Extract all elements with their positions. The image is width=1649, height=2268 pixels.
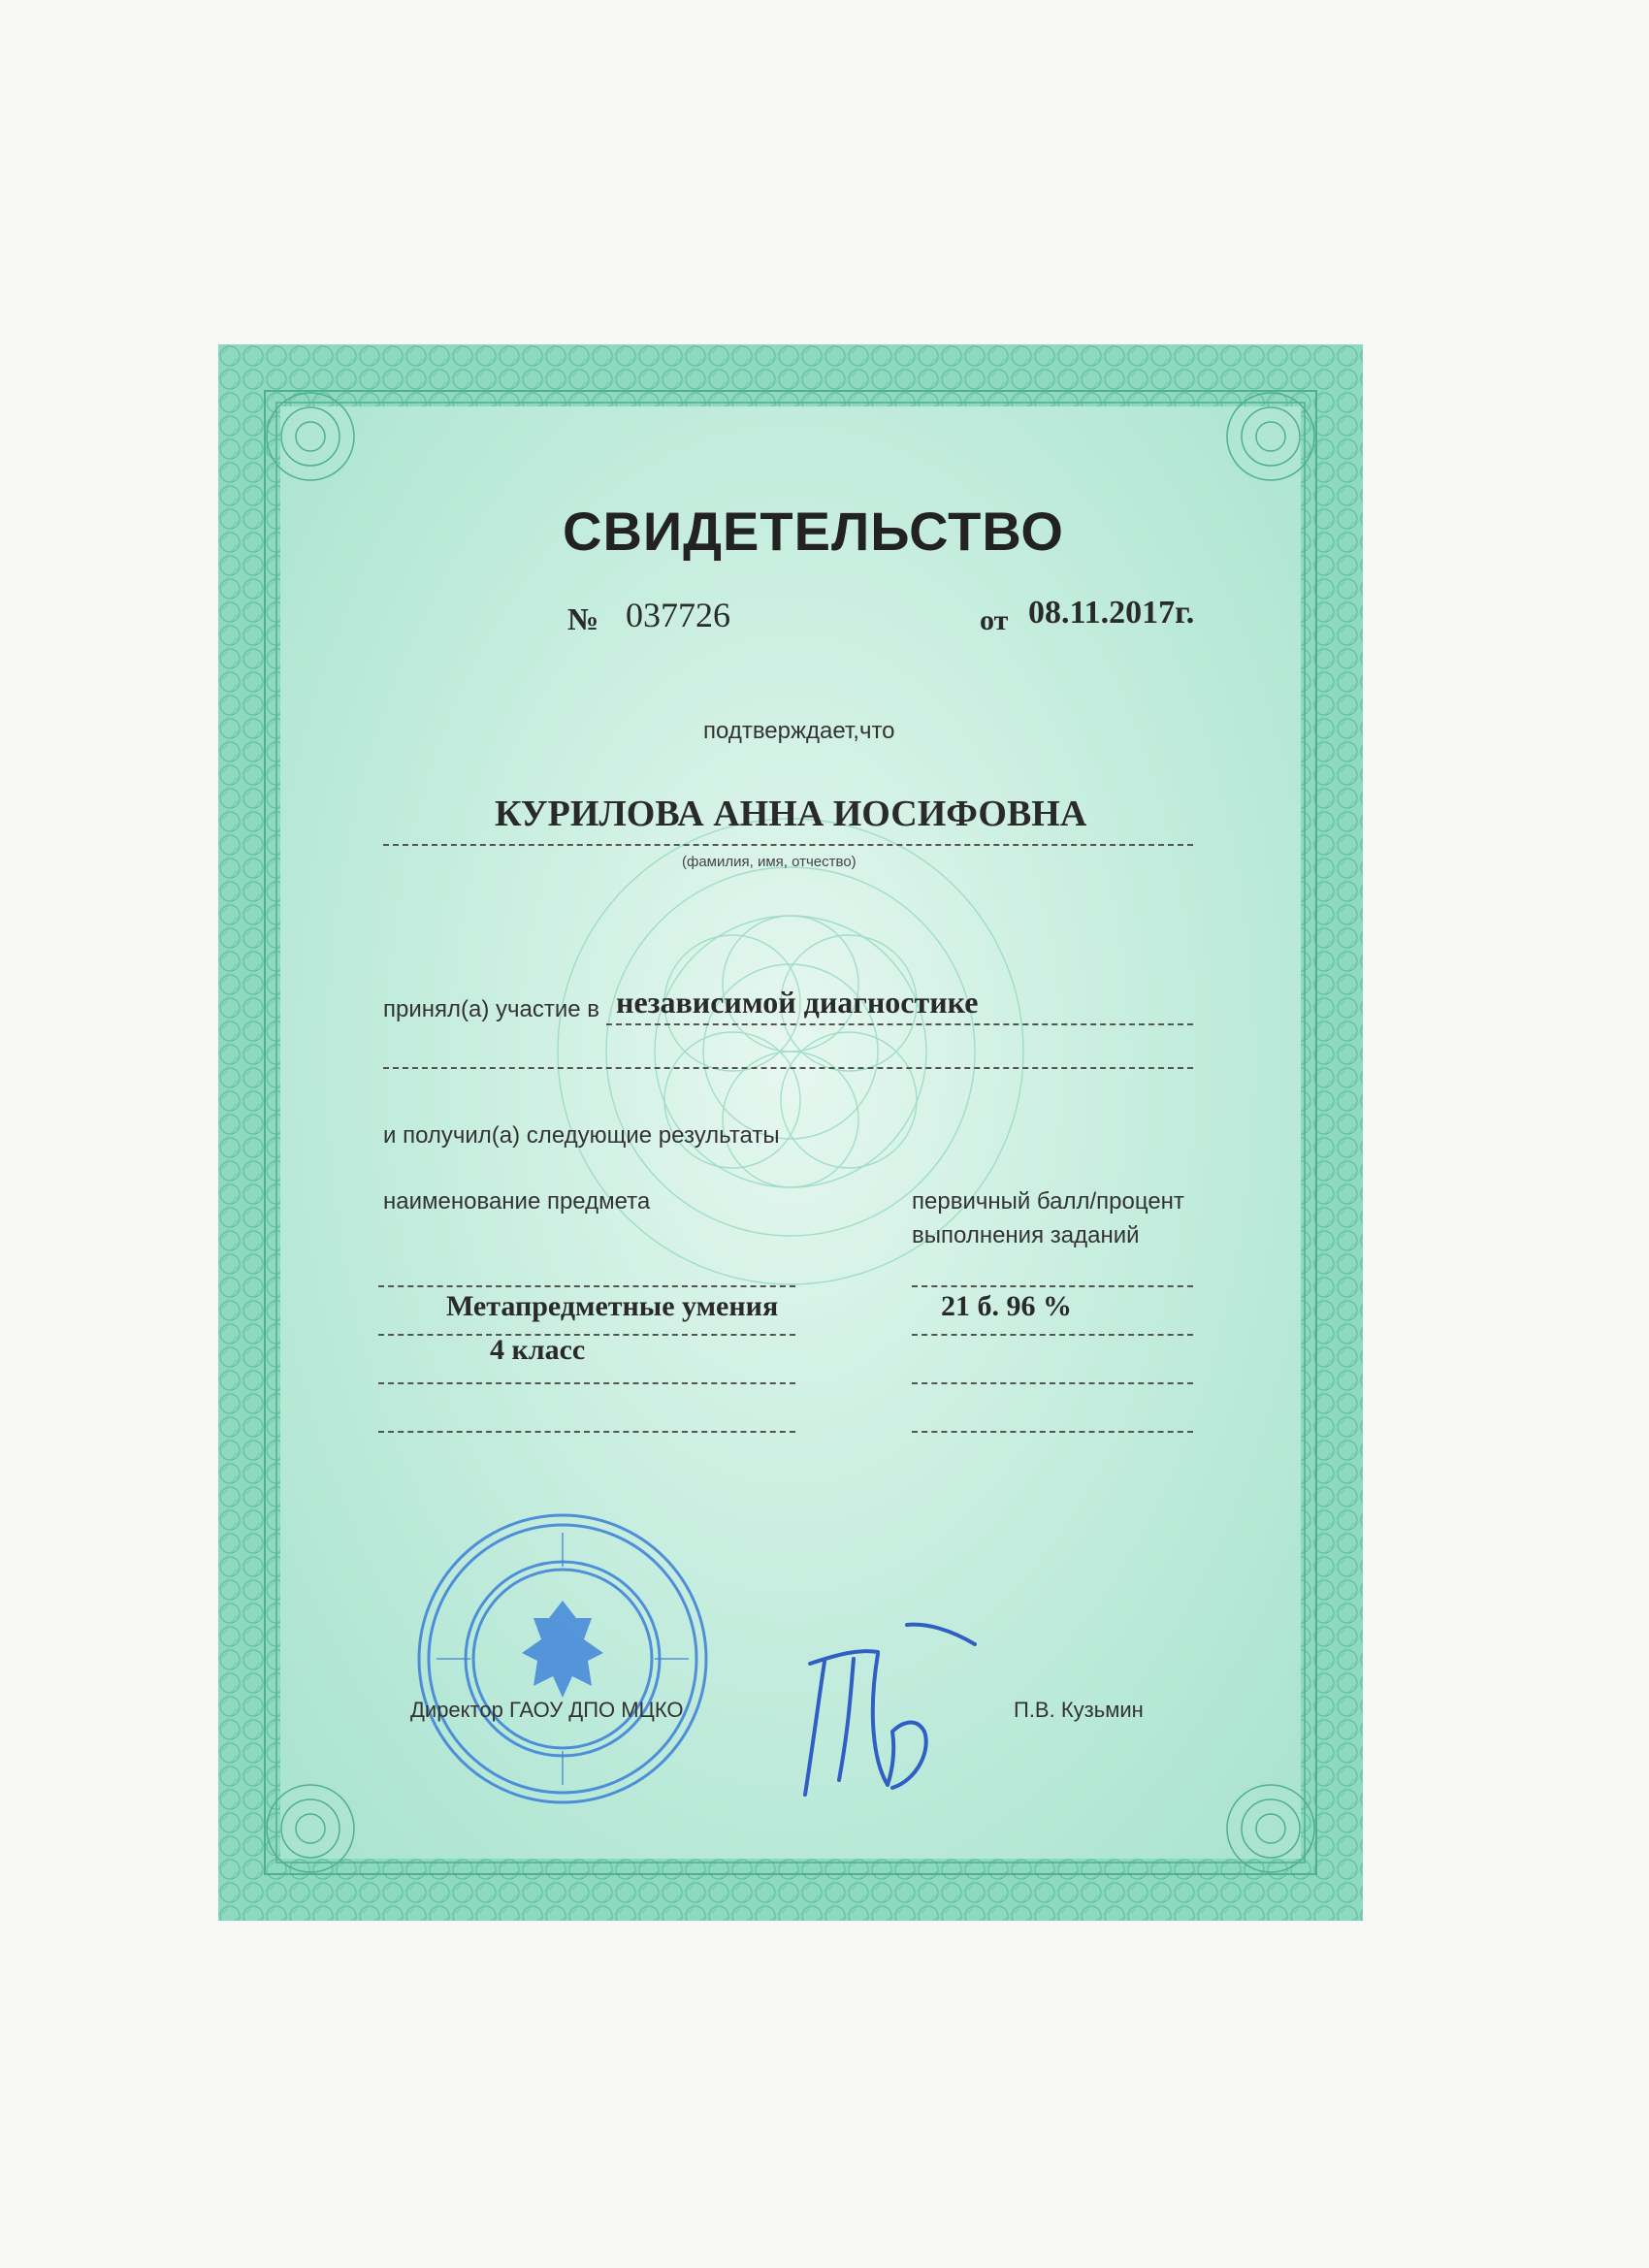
subject-grade: 4 класс (490, 1334, 586, 1366)
subject-line-1 (378, 1285, 795, 1287)
score-header-line2: выполнения заданий (912, 1222, 1140, 1248)
score-header-line1: первичный балл/процент (912, 1188, 1184, 1215)
subject-line-4 (378, 1431, 795, 1433)
corner-ornament (257, 1775, 364, 1882)
score-value: 21 б. 96 % (941, 1290, 1072, 1322)
director-name: П.В. Кузьмин (1014, 1698, 1144, 1722)
corner-ornament (1217, 1775, 1324, 1882)
date-label: от (980, 604, 1009, 636)
score-line-3 (912, 1382, 1193, 1384)
corner-ornament (257, 383, 364, 490)
score-line-1 (912, 1285, 1193, 1287)
participation-underline (606, 1023, 1193, 1025)
name-caption: (фамилия, имя, отчество) (682, 854, 857, 870)
certificate-date: 08.11.2017г. (1028, 595, 1195, 631)
director-signature (771, 1615, 994, 1809)
score-line-2 (912, 1334, 1193, 1336)
full-name: КУРИЛОВА АННА ИОСИФОВНА (495, 794, 1087, 834)
corner-ornament (1217, 383, 1324, 490)
name-underline (383, 844, 1193, 846)
subject-header: наименование предмета (383, 1188, 651, 1215)
director-label: Директор ГАОУ ДПО МЦКО (410, 1698, 684, 1722)
score-line-4 (912, 1431, 1193, 1433)
subject-line-3 (378, 1382, 795, 1384)
official-seal (412, 1508, 713, 1809)
confirms-text: подтверждает,что (703, 718, 895, 744)
participated-value: независимой диагностике (616, 985, 979, 1020)
certificate-number: 037726 (626, 596, 730, 634)
participated-label: принял(а) участие в (383, 996, 600, 1022)
subject-value: Метапредметные умения (446, 1290, 779, 1322)
subject-line-2 (378, 1334, 795, 1336)
certificate (218, 344, 1363, 1921)
number-label: № (567, 601, 599, 636)
results-label: и получил(а) следующие результаты (383, 1122, 780, 1149)
certificate-title: СВИДЕТЕЛЬСТВО (563, 501, 1064, 562)
participation-underline-2 (383, 1067, 1193, 1069)
